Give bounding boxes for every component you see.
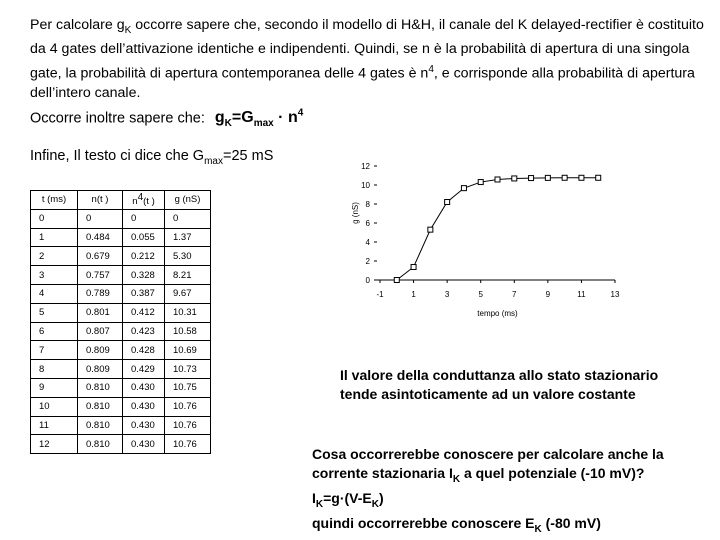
table-cell: 3: [31, 266, 78, 285]
intro-sup: 4: [428, 63, 434, 75]
data-point: [445, 200, 450, 205]
table-cell: 0.801: [78, 303, 123, 322]
table-cell: 10.76: [165, 416, 211, 435]
x-tick-label: 3: [444, 290, 450, 299]
x-tick-label: 9: [545, 290, 551, 299]
gmax-line: Infine, Il testo ci dice che $G_{max}=25$ mS: [30, 148, 274, 167]
table-row: [31, 360, 211, 379]
table-row: [31, 209, 211, 228]
table-cell: 0.430: [123, 378, 165, 397]
x-tick-label: 13: [610, 290, 620, 299]
table-cell: 0.212: [123, 247, 165, 266]
table-row: [31, 397, 211, 416]
table-cell: 0.757: [78, 266, 123, 285]
table-cell: 0.430: [123, 416, 165, 435]
data-point: [512, 176, 517, 181]
x-tick-label: 11: [577, 290, 586, 299]
x-axis-label: tempo (ms): [477, 309, 518, 318]
table-row: [31, 322, 211, 341]
data-point: [579, 175, 584, 180]
x-tick-label: -1: [376, 290, 384, 299]
table-cell: 8: [31, 360, 78, 379]
table-row: [31, 284, 211, 303]
data-point: [394, 278, 399, 283]
table-cell: 0.679: [78, 247, 123, 266]
table-cell: 0.807: [78, 322, 123, 341]
data-point: [596, 175, 601, 180]
table-cell: 7: [31, 341, 78, 360]
table-row: [31, 435, 211, 454]
current-note: Cosa occorrerebbe conoscere per calcolare anche la corrente stazionaria $I_K$ a quel potenziale (-10 mV)? $I_K=g\cdot(V-E_K)$ quindi occorrerebbe conoscere $E_K$ (-80 mV): [312, 446, 664, 535]
table-row: [31, 303, 211, 322]
table-cell: 0.412: [123, 303, 165, 322]
table-cell: 1.37: [165, 228, 211, 247]
header-t: t (ms): [31, 191, 78, 210]
table-row: [31, 341, 211, 360]
data-point: [461, 186, 466, 191]
y-tick-label: 12: [361, 162, 370, 171]
y-axis-label: g (nS): [351, 202, 360, 224]
table-row: [31, 378, 211, 397]
formula-line: [30, 108, 303, 130]
table-cell: 0: [123, 209, 165, 228]
table-cell: 10: [31, 397, 78, 416]
table-cell: 0.810: [78, 397, 123, 416]
data-point: [428, 227, 433, 232]
table-cell: 0.810: [78, 435, 123, 454]
table-cell: 0: [78, 209, 123, 228]
table-row: [31, 228, 211, 247]
intro-text-2: occorre sapere che, secondo il modello di H&H, il canale del K delayed-rectifier è costituito da 4 gates dell’attivazione identiche e indipendenti. Quindi, se n è la probabilità di apertura di una singola gate, la probabilità di apertura contemporanea delle 4 gates è n: [30, 17, 704, 82]
x-tick-label: 7: [512, 290, 517, 299]
table-cell: 0.430: [123, 435, 165, 454]
gk-formula: $g_K=G_{max} \cdot n^4$: [214, 108, 304, 130]
data-point: [411, 264, 416, 269]
formula-intro: Occorre inoltre sapere che:: [30, 110, 205, 127]
header-g: g (nS): [165, 191, 211, 210]
intro-paragraph: [30, 16, 705, 104]
y-tick-label: 0: [365, 276, 370, 285]
table-cell: 0: [165, 209, 211, 228]
steady-state-note: Il valore della conduttanza allo stato stazionario tende asintoticamente ad un valore costante: [340, 367, 659, 402]
table-cell: 5.30: [165, 247, 211, 266]
table-row: [31, 266, 211, 285]
table-cell: 4: [31, 284, 78, 303]
y-tick-label: 6: [365, 219, 370, 228]
table-cell: 0.809: [78, 360, 123, 379]
data-point: [495, 177, 500, 182]
header-n: n(t ): [78, 191, 123, 210]
intro-sub: K: [124, 24, 132, 36]
table-cell: 0.055: [123, 228, 165, 247]
x-tick-label: 1: [411, 290, 416, 299]
table-cell: 10.31: [165, 303, 211, 322]
table-header-row: [31, 191, 211, 210]
table-cell: 1: [31, 228, 78, 247]
table-cell: 10.76: [165, 397, 211, 416]
table-cell: 6: [31, 322, 78, 341]
table-cell: 10.58: [165, 322, 211, 341]
table-cell: 0.387: [123, 284, 165, 303]
table-cell: 10.73: [165, 360, 211, 379]
table-row: [31, 416, 211, 435]
conductance-chart: [340, 150, 640, 330]
data-point: [529, 176, 534, 181]
table-row: [31, 247, 211, 266]
table-cell: 5: [31, 303, 78, 322]
y-tick-label: 4: [365, 238, 370, 247]
header-n4: $n^4(t$ ): [123, 191, 165, 210]
x-tick-label: 5: [478, 290, 483, 299]
table-cell: 10.75: [165, 378, 211, 397]
data-table: [30, 190, 211, 454]
data-point: [562, 175, 567, 180]
table-cell: 0.429: [123, 360, 165, 379]
y-tick-label: 2: [365, 257, 370, 266]
table-cell: 0.428: [123, 341, 165, 360]
table-cell: 0.810: [78, 416, 123, 435]
intro-text-1: Per calcolare g: [30, 17, 125, 33]
table-cell: 9: [31, 378, 78, 397]
series-line: [397, 178, 598, 280]
table-cell: 11: [31, 416, 78, 435]
table-cell: 0.789: [78, 284, 123, 303]
table-cell: 10.69: [165, 341, 211, 360]
table-cell: 0.328: [123, 266, 165, 285]
intro-text-3: , e corrisponde alla probabilità di apertura dell’intero canale.: [30, 65, 695, 102]
table-cell: 8.21: [165, 266, 211, 285]
table-cell: 0.423: [123, 322, 165, 341]
table-cell: 0.430: [123, 397, 165, 416]
data-point: [478, 180, 483, 185]
table-cell: 9.67: [165, 284, 211, 303]
y-tick-label: 8: [365, 200, 370, 209]
table-cell: 0.809: [78, 341, 123, 360]
y-tick-label: 10: [361, 181, 370, 190]
table-cell: 0.484: [78, 228, 123, 247]
table-cell: 2: [31, 247, 78, 266]
data-point: [545, 175, 550, 180]
table-cell: 0.810: [78, 378, 123, 397]
table-cell: 0: [31, 209, 78, 228]
table-cell: 10.76: [165, 435, 211, 454]
table-cell: 12: [31, 435, 78, 454]
